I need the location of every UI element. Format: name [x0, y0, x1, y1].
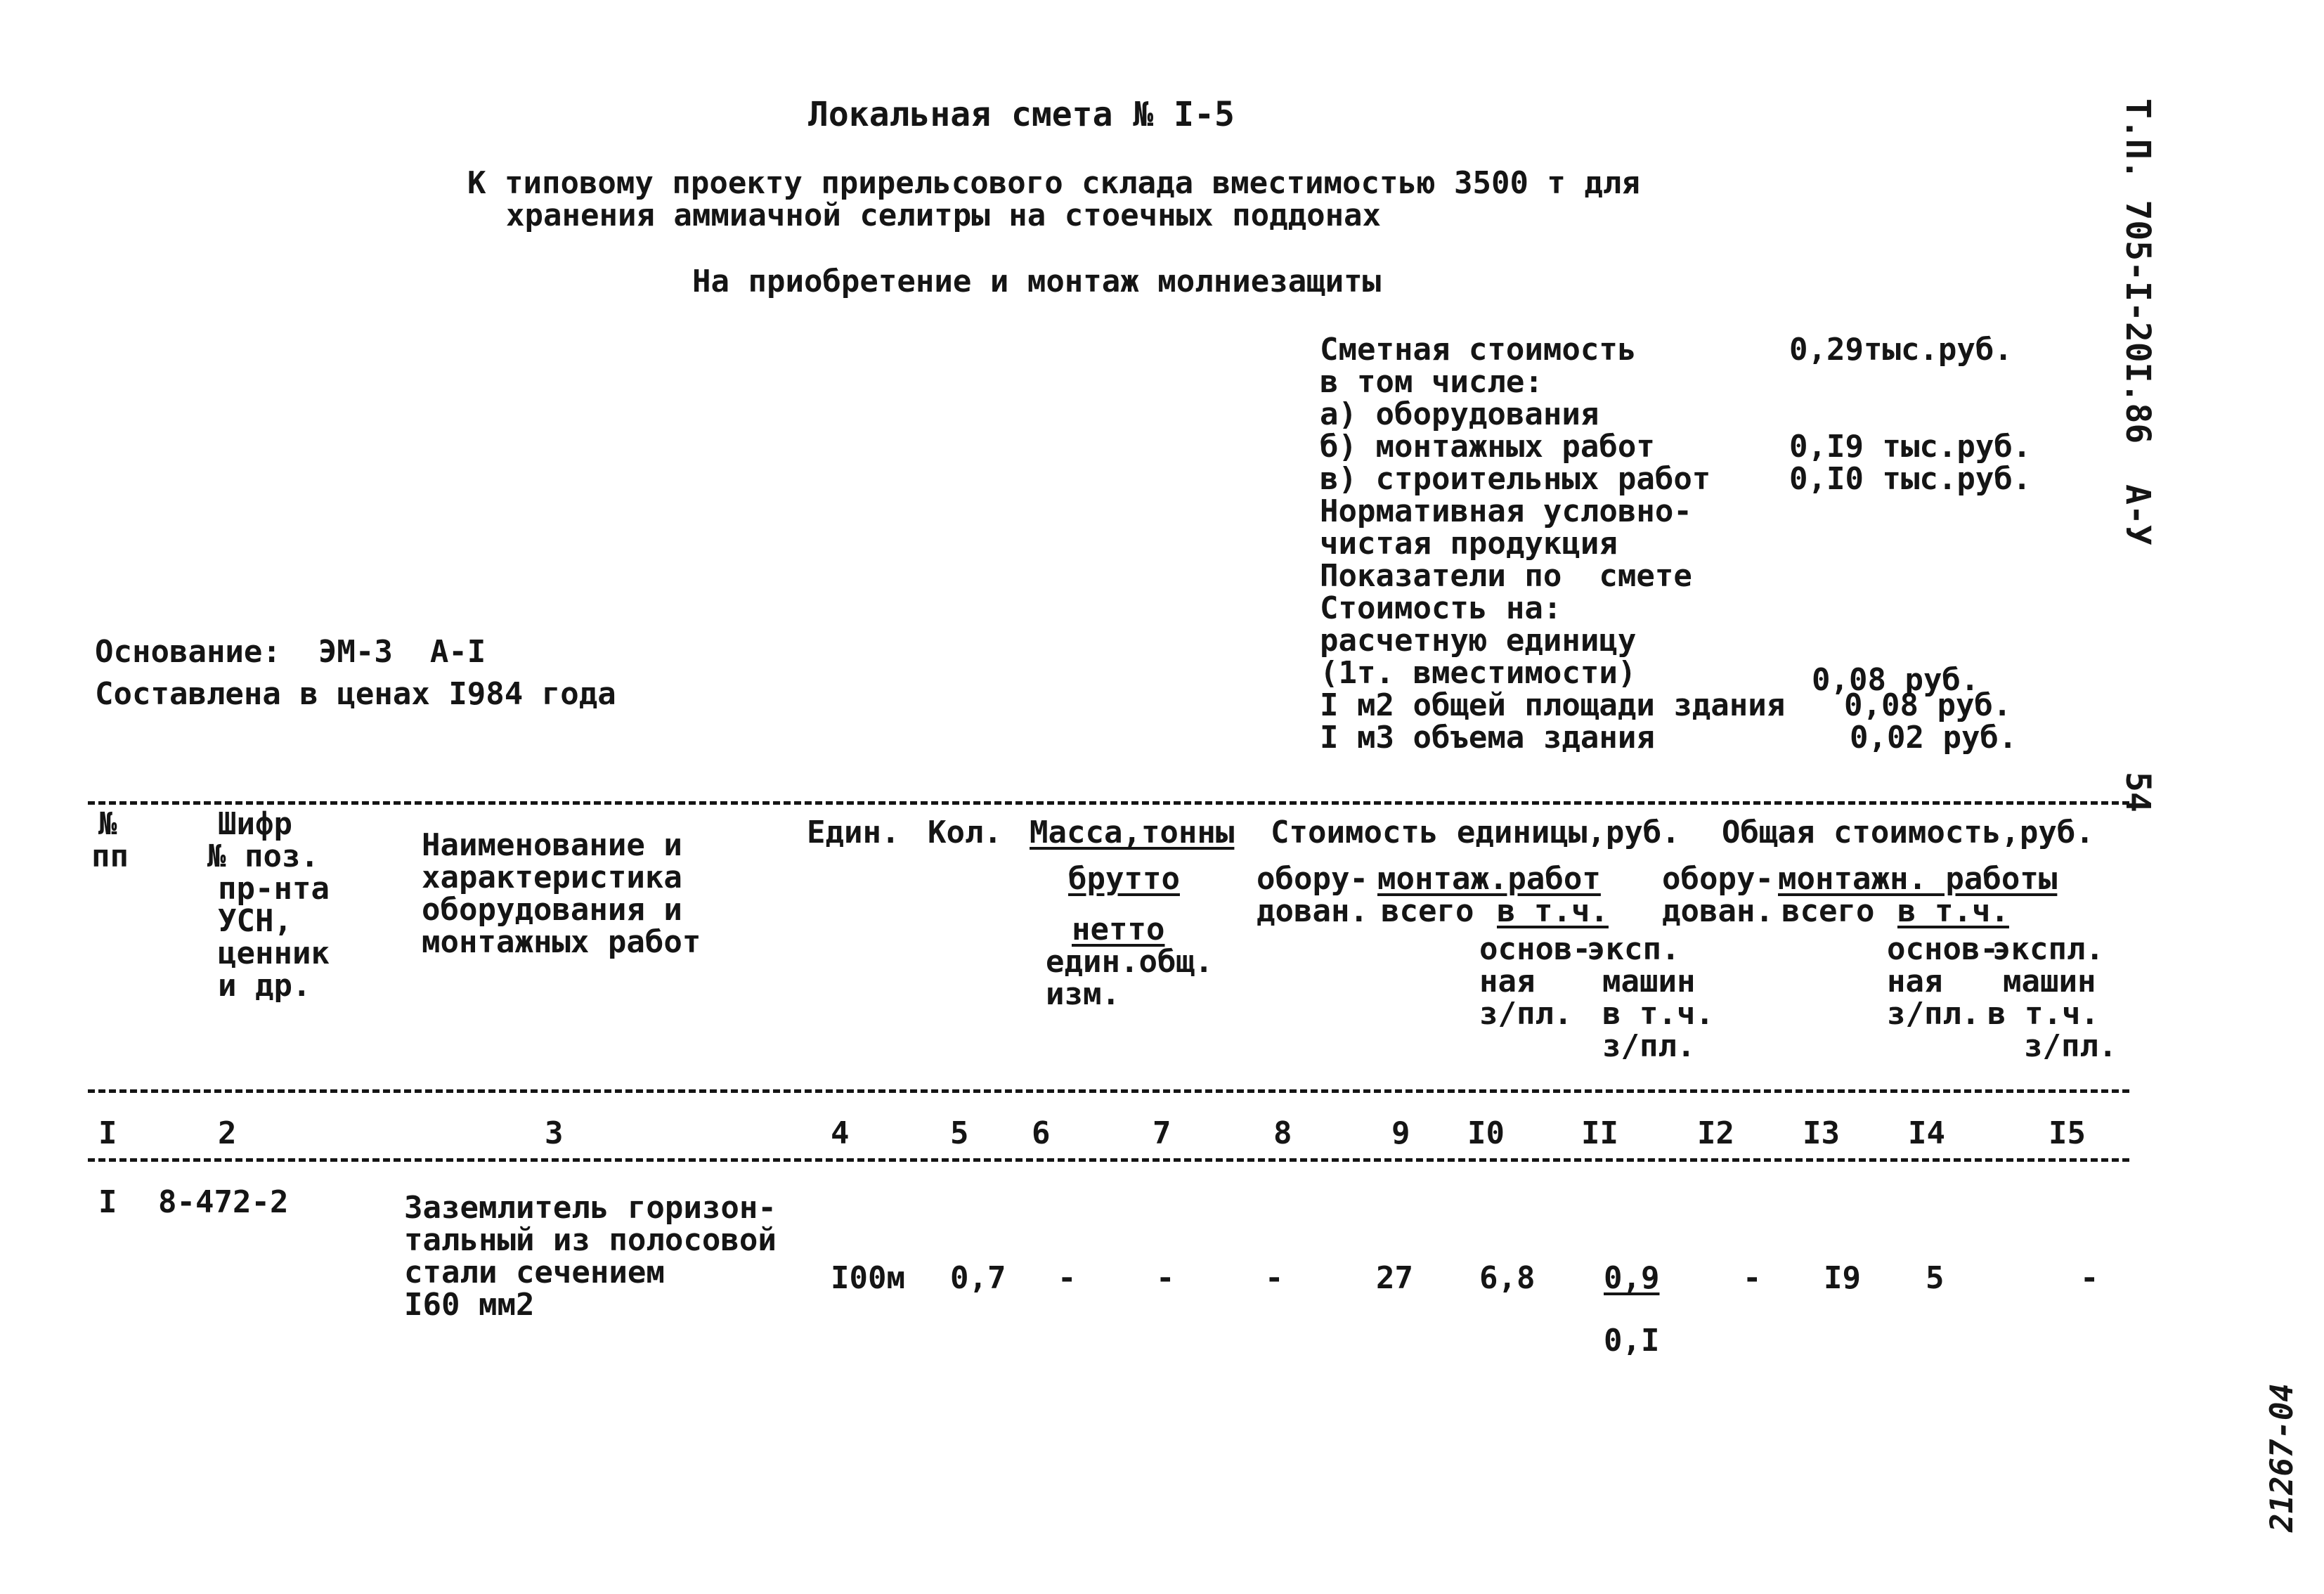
summary-line: Нормативная условно- — [1320, 493, 1692, 529]
table-top-rule — [88, 801, 2129, 805]
header-total-sub: основ- — [1887, 931, 1999, 967]
header-total-mach: экспл. — [1992, 931, 2104, 967]
summary-line: в) строительных работ — [1320, 461, 1711, 497]
header-total-sub: з/пл. — [1887, 996, 1980, 1032]
header-unit-all: всего — [1381, 893, 1474, 929]
cell-col15: - — [2080, 1260, 2099, 1296]
cell-col12: - — [1743, 1260, 1762, 1296]
header-col3-line: Наименование и — [422, 827, 682, 863]
summary-line: б) монтажных работ — [1320, 429, 1655, 465]
page-number-vertical: 54 — [2118, 772, 2157, 812]
cell-col11: 0,9 — [1604, 1260, 1660, 1296]
basis-line-2: Составлена в ценах I984 года — [95, 676, 616, 712]
cell-code: 8-472-2 — [158, 1184, 289, 1220]
header-unit-mach: эксп. — [1587, 931, 1680, 967]
header-total-mach: машин — [2003, 964, 2096, 999]
header-unit-equipment: обору- — [1257, 861, 1368, 897]
header-unit-sub: з/пл. — [1479, 996, 1573, 1032]
cell-name-line: Заземлитель горизон- — [404, 1190, 777, 1226]
header-col2-line: № поз. — [207, 838, 319, 874]
header-col3-line: характеристика — [422, 860, 682, 895]
header-mass: Масса,тонны — [1030, 815, 1235, 850]
header-mass-sub: един.общ. — [1046, 944, 1214, 980]
header-total-all: всего — [1781, 893, 1875, 929]
cell-name-line: стали сечением — [404, 1255, 665, 1290]
header-qty: Кол. — [928, 815, 1002, 850]
per-m3-value: 0,02 руб. — [1850, 720, 2018, 756]
column-number: I0 — [1467, 1115, 1505, 1151]
header-col2-line: Шифр — [218, 806, 292, 842]
table-header-rule — [88, 1089, 2129, 1093]
column-number: I3 — [1803, 1115, 1840, 1151]
summary-line: Сметная стоимость — [1320, 332, 1637, 368]
header-unit-cost: Стоимость единицы,руб. — [1271, 815, 1680, 850]
document-purpose: На приобретение и монтаж молниезащиты — [692, 264, 1382, 299]
per-m2-value: 0,08 руб. — [1844, 687, 2012, 723]
column-number: I4 — [1908, 1115, 1945, 1151]
header-col3-line: оборудования и — [422, 892, 682, 928]
header-mass-sub: изм. — [1046, 976, 1120, 1012]
cell-col14: 5 — [1926, 1260, 1945, 1296]
summary-line: чистая продукция — [1320, 526, 1618, 562]
cell-col13: I9 — [1824, 1260, 1861, 1296]
header-col2-line: ценник — [218, 935, 330, 971]
summary-line: Показатели по смете — [1320, 558, 1692, 594]
cell-col8: - — [1265, 1260, 1284, 1296]
header-unit-mach: машин — [1602, 964, 1696, 999]
header-unit-mach: з/пл. — [1602, 1028, 1696, 1064]
column-number: 3 — [545, 1115, 564, 1151]
header-total-installation: монтажн. работы — [1778, 861, 2058, 897]
header-unit-installation: монтаж.работ — [1377, 861, 1601, 897]
summary-line: в том числе: — [1320, 364, 1543, 400]
summary-line: I м2 общей площади здания — [1320, 687, 1786, 723]
summary-line: I м3 объема здания — [1320, 720, 1655, 756]
header-col2-line: УСН, — [218, 903, 292, 939]
header-total-incl: в т.ч. — [1897, 893, 2009, 929]
header-unit-incl: в т.ч. — [1497, 893, 1609, 929]
cell-qty: 0,7 — [950, 1260, 1006, 1296]
header-total-mach: з/пл. — [2024, 1028, 2117, 1064]
header-unit-equipment-2: дован. — [1257, 893, 1368, 929]
column-number: 5 — [950, 1115, 969, 1151]
document-title: Локальная смета № I-5 — [808, 95, 1235, 134]
summary-line: (1т. вместимости) — [1320, 655, 1637, 691]
cell-col9: 27 — [1376, 1260, 1413, 1296]
column-number: 8 — [1273, 1115, 1292, 1151]
column-number: 9 — [1391, 1115, 1410, 1151]
cell-name-line: I60 мм2 — [404, 1287, 535, 1323]
project-code-vertical: Т.П. 705-I-20I.86 А-У — [2118, 98, 2157, 545]
total-cost-value: 0,29тыс.руб. — [1789, 332, 2013, 368]
column-number: I — [98, 1115, 117, 1151]
column-number: I2 — [1697, 1115, 1734, 1151]
header-unit-sub: основ- — [1479, 931, 1591, 967]
header-netto: нетто — [1072, 912, 1165, 947]
column-number: 7 — [1153, 1115, 1171, 1151]
header-total-equipment: обору- — [1662, 861, 1774, 897]
summary-line: Стоимость на: — [1320, 590, 1562, 626]
cell-unit: I00м — [831, 1260, 905, 1296]
header-unit-mach: в т.ч. — [1602, 996, 1714, 1032]
header-col3-line: монтажных работ — [422, 924, 701, 960]
basis-line-1: Основание: ЭМ-3 А-I — [95, 634, 486, 670]
archive-number-vertical: 21267-04 — [2264, 1383, 2300, 1532]
column-number: 2 — [218, 1115, 237, 1151]
header-col1-line: пп — [91, 838, 129, 874]
column-number-rule — [88, 1158, 2129, 1162]
summary-line: а) оборудования — [1320, 396, 1599, 432]
header-unit: Един. — [807, 815, 900, 850]
cell-col10: 6,8 — [1479, 1260, 1536, 1296]
construction-cost-value: 0,I0 тыс.руб. — [1789, 461, 2032, 497]
installation-cost-value: 0,I9 тыс.руб. — [1789, 429, 2032, 465]
header-total-equipment-2: дован. — [1662, 893, 1774, 929]
header-total-sub: ная — [1887, 964, 1943, 999]
per-unit-value: 0,08 руб. — [1812, 662, 1980, 698]
column-number: 4 — [831, 1115, 850, 1151]
document-subtitle-line-1: К типовому проекту прирельсового склада вместимостью 3500 т для — [467, 165, 1640, 201]
header-unit-sub: ная — [1479, 964, 1536, 999]
cell-num: I — [98, 1184, 117, 1220]
column-number: I5 — [2049, 1115, 2086, 1151]
header-total-cost: Общая стоимость,руб. — [1722, 815, 2094, 850]
column-number: 6 — [1032, 1115, 1051, 1151]
column-number: II — [1581, 1115, 1618, 1151]
header-brutto: брутто — [1068, 861, 1180, 897]
cell-col6: - — [1058, 1260, 1077, 1296]
cell-col11-sub: 0,I — [1604, 1323, 1660, 1359]
header-total-mach: в т.ч. — [1987, 996, 2099, 1032]
document-subtitle-line-2: хранения аммиачной селитры на стоечных поддонах — [506, 197, 1382, 233]
header-col1-line: № — [98, 806, 117, 842]
header-col2-line: пр-нта — [218, 871, 330, 907]
summary-line: расчетную единицу — [1320, 623, 1637, 659]
cell-name-line: тальный из полосовой — [404, 1222, 777, 1258]
cell-col7: - — [1156, 1260, 1175, 1296]
header-col2-line: и др. — [218, 968, 311, 1004]
